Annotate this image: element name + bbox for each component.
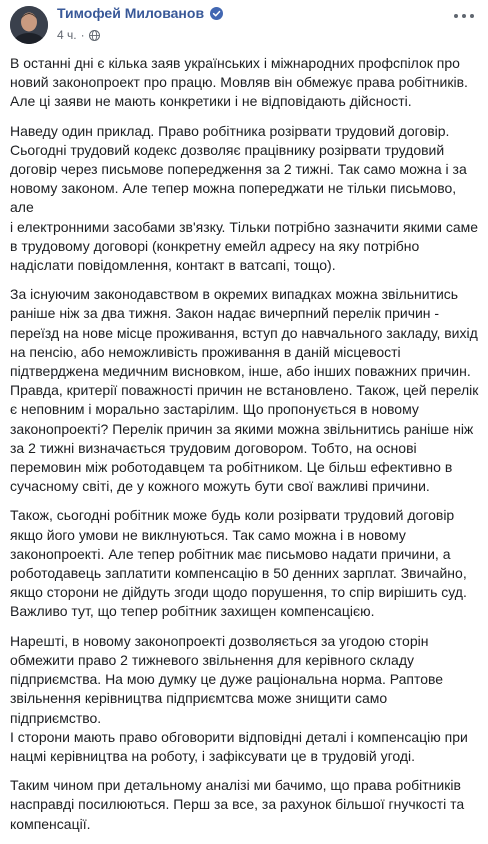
author-avatar[interactable] xyxy=(10,6,48,44)
post-paragraph: Наведу один приклад. Право робітника розірвати трудовий договір. Сьогодні трудовий кодекс дозволяє працівнику розірвати трудовий договір через письмове попередження за 2 тижні. Так само можна і за новому законом. Але тепер можна попереджати не тільки письмово, але і електронними засобами зв'язку. Тільки потрібно зазначити якими саме в трудовому договорі (конкретну емейл адресу на яку потрібно надіслати повідомлення, контакт в ватсапі, тощо). xyxy=(10,122,479,274)
globe-icon[interactable] xyxy=(89,30,100,41)
author-name[interactable]: Тимофей Милованов xyxy=(57,5,205,21)
post-paragraph: За існуючим законодавством в окремих випадках можна звільнитись раніше ніж за два тижня. Закон надає вичерпний перелік причин - переїзд на нове місце проживання, вступ до навчального закладу, вихід на пенсію, або неможливість проживання в даній місцевості підтверджена медичним висновком, інше, або інших поважних причин. Правда, критерії поважності причин не встановлено. Також, цей перелік є неповним і морально застарілим. Що пропонується в новому законопроекті? Перелік причин за якими можна звільнитись раніше ніж за 2 тижні визначається трудовим договором. Тобто, на основі перемовин між роботодавцем та робітником. Це більш ефективно в сучасному світі, де у кожного можуть бути свої важливі причини. xyxy=(10,286,479,495)
post-header xyxy=(0,0,488,54)
verified-badge-icon xyxy=(210,7,223,20)
post-paragraph: Нарешті, в новому законопроекті дозволяється за угодою сторін обмежити право 2 тижневого звільнення для керівного складу підприємства. На мою думку це дуже раціональна норма. Раптове звільнення керівництва підприємтсва може знищити само підприємство. І сторони мають право обговорити відповідні деталі і компенсацію при нацмі керівництва на роботу, і зафіксувати це в трудовій угоді. xyxy=(10,632,468,764)
post-paragraph: Також, сьогодні робітник може будь коли розірвати трудовий договір якщо його умови не виклнуються. Так само можна і в новому законопроекті. Але тепер робітник має письмово надати причини, а роботодавець заплатити компенсацію в 50 денних зарплат. Звичайно, якщо сторони не дійдуть згоди щодо порушення, то спір вирішить суд. Важливо тут, що тепер робітник захищен компенсацією. xyxy=(10,507,467,620)
avatar-image xyxy=(10,6,48,44)
more-options-icon[interactable] xyxy=(454,10,474,22)
post-body xyxy=(10,54,480,844)
post-paragraph: В останні дні є кілька заяв українських і міжнародних профспілок про новий законопроект про працю. Мовляв він обмежує права робітників. Але ці заяви не мають конкретики і не відповідають дійсності. xyxy=(10,55,468,110)
meta-separator: · xyxy=(80,28,85,42)
post-timestamp[interactable]: 4 ч. xyxy=(57,28,77,42)
post-paragraph: Таким чином при детальному аналізі ми бачимо, що права робітників насправді посилюються. Перш за все, за рахунок більшої гнучкості та компенсації. xyxy=(10,777,465,832)
